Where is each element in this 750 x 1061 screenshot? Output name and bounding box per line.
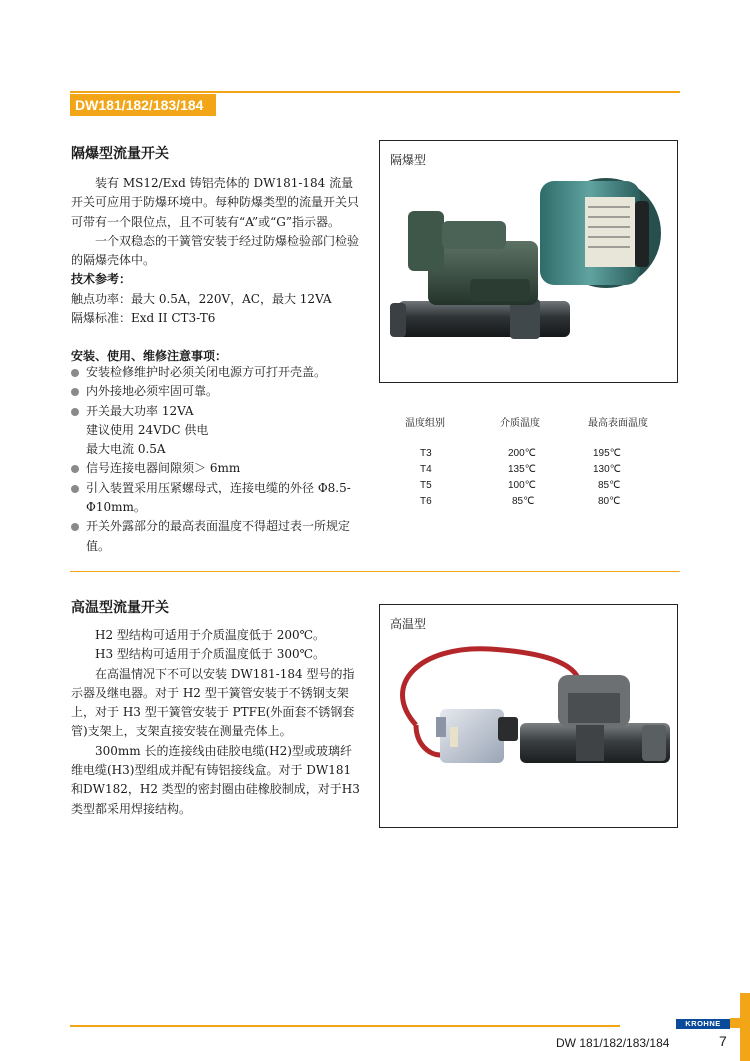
section-divider [70, 571, 680, 572]
table-row: T3 200℃ 195℃ [420, 448, 621, 459]
bullet-dot-icon [71, 388, 79, 396]
table-header: 介质温度 [500, 418, 540, 429]
image-label: 隔爆型 [390, 153, 427, 167]
bullet-dot-icon [71, 408, 79, 416]
brand-logo: KROHNE [676, 1019, 730, 1029]
tech-ref-label: 技术参考： [71, 272, 132, 287]
model-tag: DW181/182/183/184 [70, 94, 216, 116]
section1-paragraph-2: 一个双稳态的干簧管安装于经过防爆检验部门检验的隔爆壳体中。 [71, 233, 360, 268]
flow-switch-explosion-proof-photo [380, 141, 677, 382]
section2-paragraph-3: 在高温情况下不可以安装 DW181-184 型号的指示器及继电器。对于 H2 型干簧管安装于不锈钢支架上，对于 H3 型干簧管安装于 PTFE(外面套不锈钢套管)支架上，支架直接安装在测量壳体上。 [71, 666, 355, 739]
page-number: 7 [719, 1033, 727, 1049]
table-header: 最高表面温度 [588, 418, 648, 429]
footer-doc-title: DW 181/182/183/184 [556, 1036, 670, 1050]
list-item: 安装检修维护时必须关闭电源方可打开壳盖。 [71, 363, 363, 382]
section2-paragraph-4: 300mm 长的连接线由硅胶电缆(H2)型或玻璃纤维电缆(H3)型组成并配有铸铝接线盒。对于 DW181 和DW182，H2 类型的密封圈由硅橡胶制成，对于H3 类型都采用焊接结构。 [71, 743, 360, 816]
table-row: T4 135℃ 130℃ [420, 464, 621, 475]
section2-title: 高温型流量开关 [71, 600, 169, 616]
list-item: 开关最大功率 12VA 建议使用 24VDC 供电 最大电流 0.5A [71, 402, 363, 460]
footer-rule [70, 1025, 620, 1027]
contact-power: 触点功率：最大 0.5A，220V，AC，最大 12VA [71, 291, 332, 306]
image-label: 高温型 [390, 617, 427, 631]
bullet-dot-icon [71, 485, 79, 493]
list-item: 内外接地必须牢固可靠。 [71, 382, 363, 401]
bullet-dot-icon [71, 465, 79, 473]
bullet-dot-icon [71, 523, 79, 531]
section1-paragraph-1: 装有 MS12/Exd 铸铝壳体的 DW181-184 流量开关可应用于防爆环境中。每种防爆类型的流量开关只可带有一个限位点，且不可装有“A”或“G”指示器。 [71, 176, 360, 229]
list-item: 引入装置采用压紧螺母式，连接电缆的外径 Φ8.5-Φ10mm。 [71, 479, 363, 518]
footer-accent-notch [730, 1018, 750, 1028]
section1-title: 隔爆型流量开关 [71, 146, 169, 162]
table-row: T6 85℃ 80℃ [420, 496, 621, 507]
section1-body [71, 174, 361, 328]
notes-title: 安装、使用、维修注意事项： [71, 349, 228, 363]
table-header: 温度组别 [405, 418, 445, 429]
bullet-dot-icon [71, 369, 79, 377]
table-row: T5 100℃ 85℃ [420, 480, 621, 491]
explosion-standard: 隔爆标准：Exd II CT3-T6 [71, 311, 216, 326]
high-temperature-image-frame [379, 604, 678, 828]
section2-paragraph-1: H2 型结构可适用于介质温度低于 200℃。 [95, 628, 326, 642]
flow-switch-high-temperature-photo [380, 605, 677, 827]
explosion-proof-image-frame [379, 140, 678, 383]
header-rule [70, 91, 680, 93]
list-item: 开关外露部分的最高表面温度不得超过表一所规定值。 [71, 517, 363, 556]
notes-list [71, 363, 363, 556]
section2-paragraph-2: H3 型结构可适用于介质温度低于 300℃。 [95, 647, 326, 662]
list-item: 信号连接电器间隙须＞ 6mm [71, 459, 363, 478]
section2-body [71, 626, 361, 819]
